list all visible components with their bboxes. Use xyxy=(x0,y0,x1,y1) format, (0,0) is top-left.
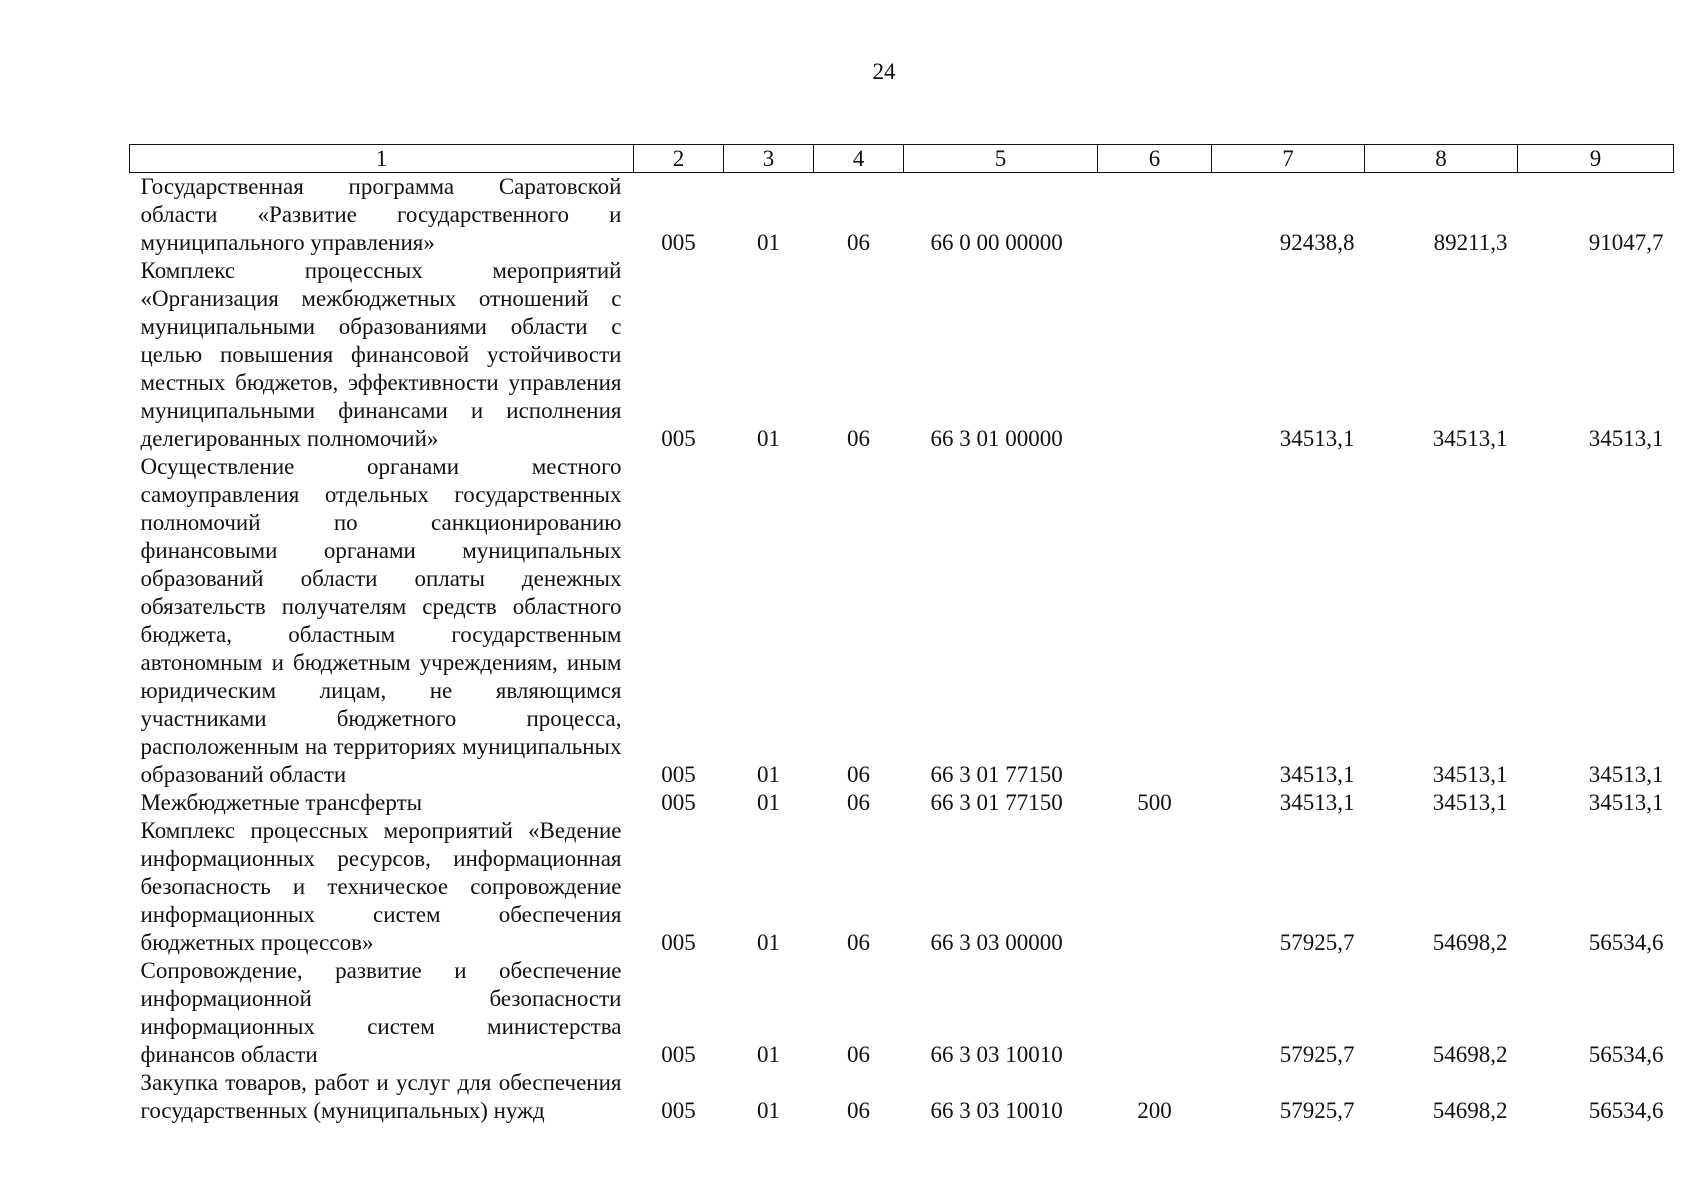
table-row xyxy=(130,453,1674,789)
cell-expense-type xyxy=(1098,453,1212,789)
column-header: 7 xyxy=(1212,145,1365,173)
cell-amount-8: 54698,2 xyxy=(1432,1098,1508,1123)
budget-table xyxy=(129,144,1674,1125)
column-header: 2 xyxy=(634,145,724,173)
cell-amount-7: 92438,8 xyxy=(1279,230,1355,255)
cell-subsection-code: 06 xyxy=(847,762,870,787)
cell-amount-8: 89211,3 xyxy=(1433,230,1508,255)
cell-amount-7: 34513,1 xyxy=(1279,762,1355,787)
cell-ministry-code: 005 xyxy=(661,230,696,255)
cell-subsection-code: 06 xyxy=(847,1042,870,1067)
cell-amount-9: 34513,1 xyxy=(1588,762,1664,787)
cell-section-code: 01 xyxy=(757,230,780,255)
cell-subsection-code: 06 xyxy=(847,930,870,955)
column-header: 4 xyxy=(814,145,904,173)
cell-section-code: 01 xyxy=(757,1098,780,1123)
cell-amount-8: 34513,1 xyxy=(1432,790,1508,815)
table-row xyxy=(130,817,1674,957)
cell-subsection-code: 06 xyxy=(847,426,870,451)
cell-ministry-code: 005 xyxy=(661,930,696,955)
cell-amount-9: 34513,1 xyxy=(1588,426,1664,451)
cell-amount-7: 57925,7 xyxy=(1279,930,1355,955)
cell-section-code: 01 xyxy=(757,426,780,451)
cell-expense-type: 500 xyxy=(1137,790,1172,815)
cell-expense-type xyxy=(1098,257,1212,453)
cell-amount-8: 54698,2 xyxy=(1432,930,1508,955)
row-name: Комплекс процессных мероприятий «Организация межбюджетных отношений с муниципальными образованиями области с целью повышения финансовой устойчивости местных бюджетов, эффективности управления муниципальными финансами и исполнения делегированных полномочий» xyxy=(140,258,622,451)
row-name: Межбюджетные трансферты xyxy=(140,790,423,815)
cell-ministry-code: 005 xyxy=(661,790,696,815)
row-name: Государственная программа Саратовской области «Развитие государственного и муниципального управления» xyxy=(140,174,622,255)
table-row xyxy=(130,789,1674,817)
column-header: 1 xyxy=(130,145,634,173)
cell-amount-8: 34513,1 xyxy=(1432,762,1508,787)
cell-amount-9: 91047,7 xyxy=(1588,230,1664,255)
cell-ministry-code: 005 xyxy=(661,426,696,451)
cell-target-article: 66 3 03 10010 xyxy=(930,1042,1063,1067)
cell-amount-9: 56534,6 xyxy=(1588,1042,1664,1067)
cell-subsection-code: 06 xyxy=(847,790,870,815)
row-name: Закупка товаров, работ и услуг для обеспечения государственных (муниципальных) нужд xyxy=(140,1070,622,1123)
cell-amount-7: 34513,1 xyxy=(1279,426,1355,451)
table-row xyxy=(130,257,1674,453)
table-row xyxy=(130,957,1674,1069)
cell-amount-7: 34513,1 xyxy=(1279,790,1355,815)
cell-target-article: 66 3 03 00000 xyxy=(930,930,1063,955)
cell-target-article: 66 3 01 00000 xyxy=(930,426,1063,451)
cell-expense-type xyxy=(1098,957,1212,1069)
cell-target-article: 66 3 01 77150 xyxy=(930,790,1063,815)
column-header: 3 xyxy=(724,145,814,173)
row-name: Осуществление органами местного самоуправления отдельных государственных полномочий по санкционированию финансовыми органами муниципальных образований области оплаты денежных обязательств получателям средств областного бюджета, областным государственным автономным и бюджетным учреждениям, иным юридическим лицам, не являющимся участниками бюджетного процесса, расположенным на территориях муниципальных образований области xyxy=(140,454,622,787)
cell-amount-8: 34513,1 xyxy=(1432,426,1508,451)
table-row xyxy=(130,1069,1674,1125)
cell-amount-8: 54698,2 xyxy=(1432,1042,1508,1067)
cell-target-article: 66 3 01 77150 xyxy=(930,762,1063,787)
cell-target-article: 66 0 00 00000 xyxy=(930,230,1063,255)
cell-expense-type xyxy=(1098,173,1212,258)
page-number: 24 xyxy=(872,59,896,84)
cell-section-code: 01 xyxy=(757,930,780,955)
row-name: Комплекс процессных мероприятий «Ведение информационных ресурсов, информационная безопасность и техническое сопровождение информационных систем обеспечения бюджетных процессов» xyxy=(140,818,622,955)
cell-subsection-code: 06 xyxy=(847,230,870,255)
cell-ministry-code: 005 xyxy=(661,762,696,787)
cell-amount-9: 56534,6 xyxy=(1588,1098,1664,1123)
cell-amount-9: 34513,1 xyxy=(1588,790,1664,815)
cell-amount-7: 57925,7 xyxy=(1279,1042,1355,1067)
cell-section-code: 01 xyxy=(757,1042,780,1067)
row-name: Сопровождение, развитие и обеспечение информационной безопасности информационных систем министерства финансов области xyxy=(140,958,622,1067)
cell-section-code: 01 xyxy=(757,762,780,787)
cell-expense-type: 200 xyxy=(1137,1098,1172,1123)
cell-expense-type xyxy=(1098,817,1212,957)
cell-amount-9: 56534,6 xyxy=(1588,930,1664,955)
cell-amount-7: 57925,7 xyxy=(1279,1098,1355,1123)
cell-ministry-code: 005 xyxy=(661,1042,696,1067)
column-header: 8 xyxy=(1365,145,1518,173)
column-header: 5 xyxy=(904,145,1098,173)
cell-subsection-code: 06 xyxy=(847,1098,870,1123)
cell-ministry-code: 005 xyxy=(661,1098,696,1123)
header-row xyxy=(130,145,1674,173)
column-header: 9 xyxy=(1518,145,1674,173)
cell-section-code: 01 xyxy=(757,790,780,815)
table-row xyxy=(130,173,1674,258)
column-header: 6 xyxy=(1098,145,1212,173)
cell-target-article: 66 3 03 10010 xyxy=(930,1098,1063,1123)
